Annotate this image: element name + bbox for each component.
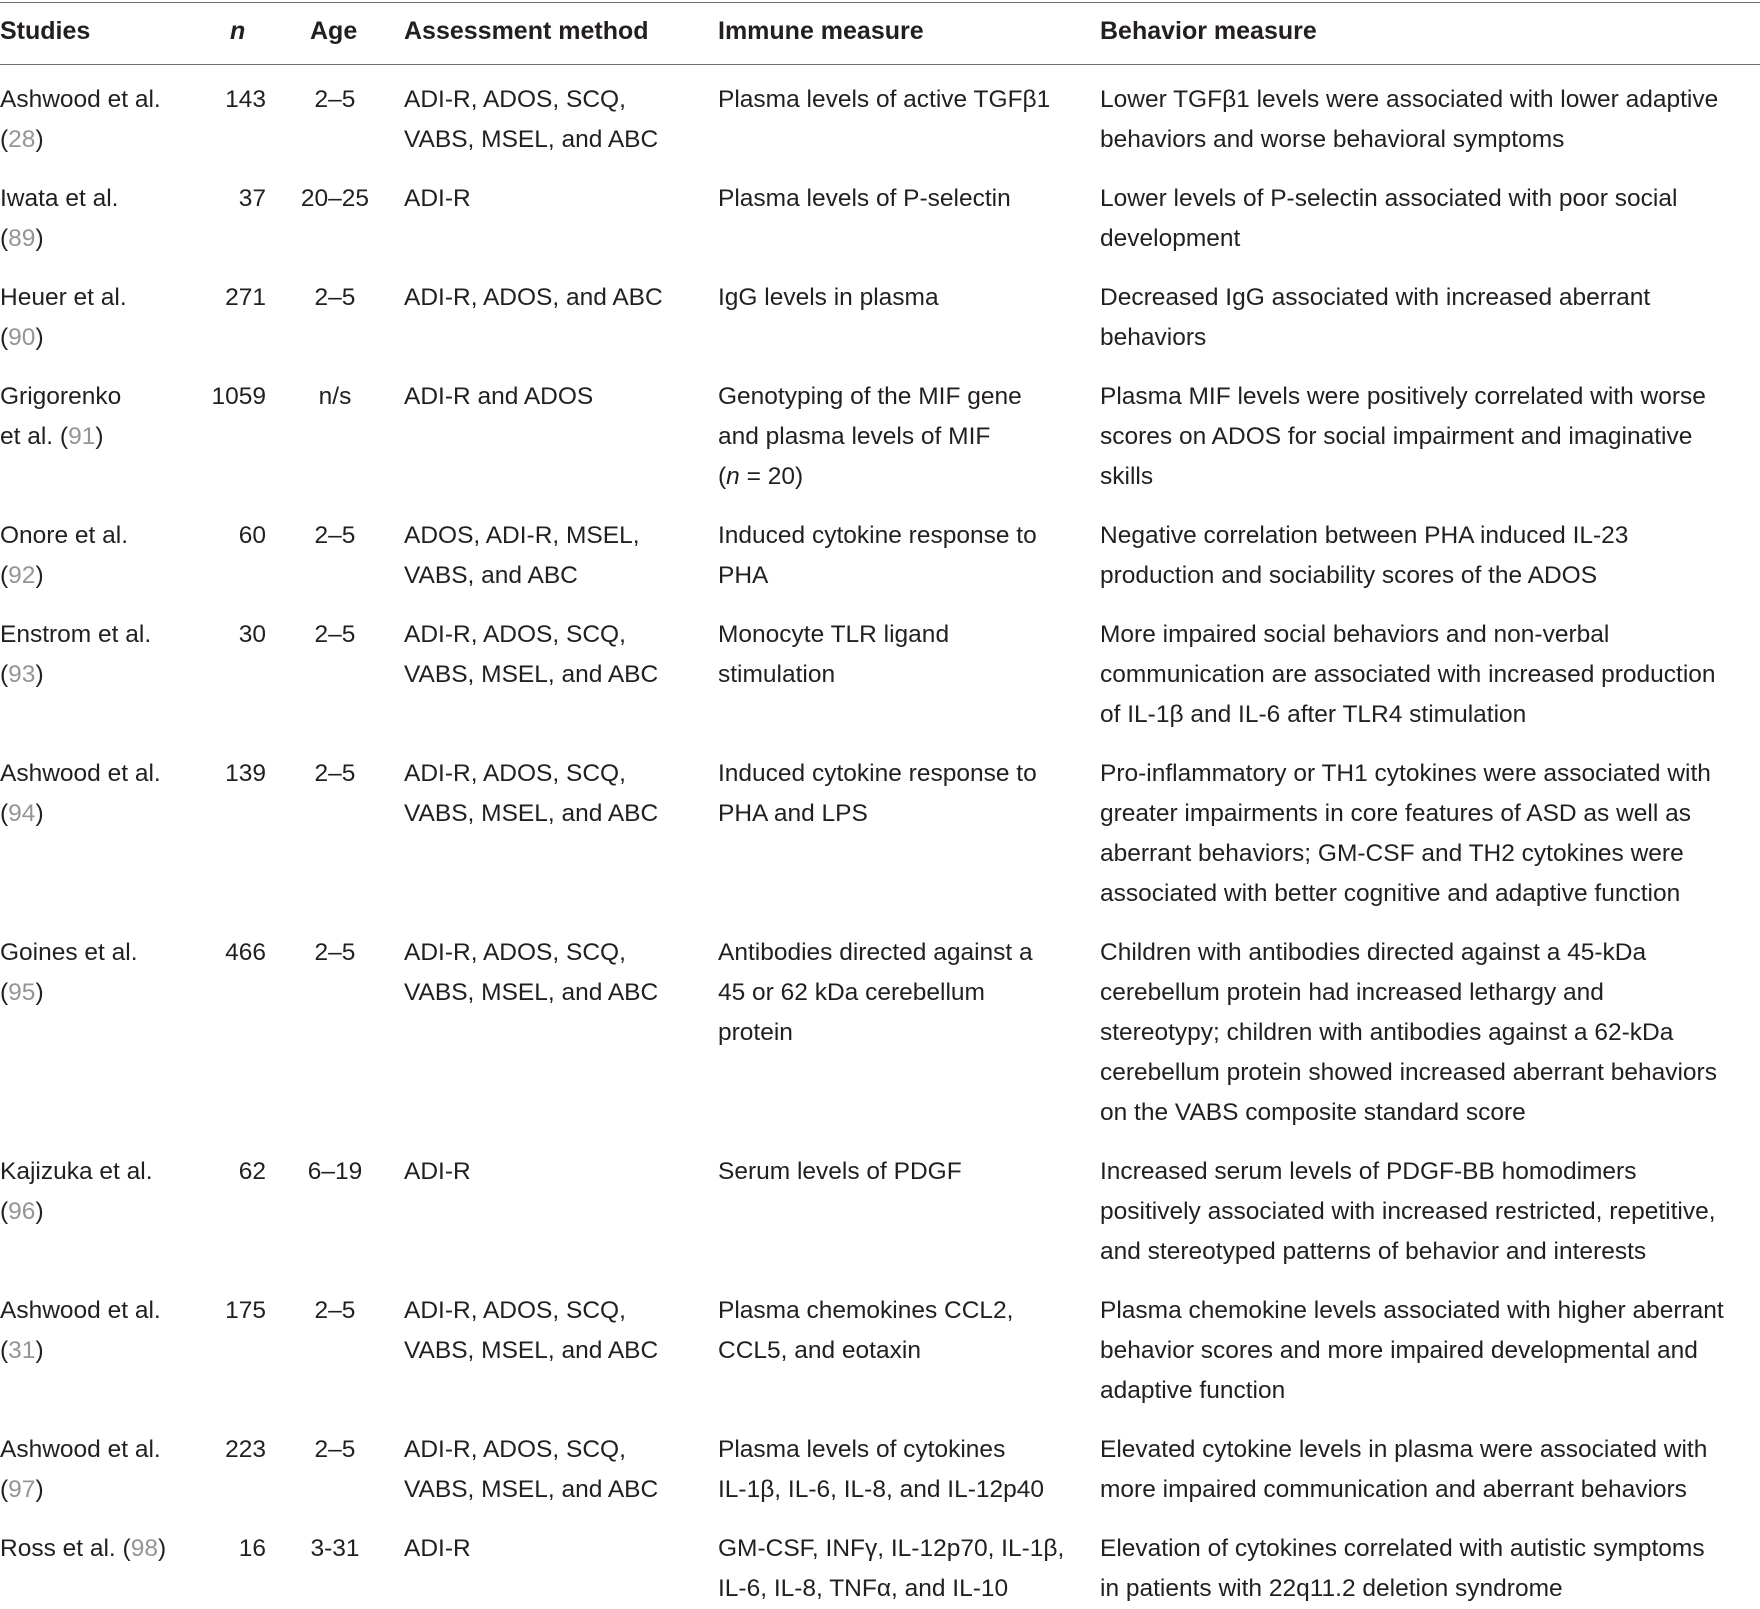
n-cell: 271	[225, 284, 266, 311]
assessment-cell: ADI-R	[404, 1535, 471, 1562]
assessment-cell: ADI-R	[404, 185, 471, 212]
behavior-cell: Elevation of cytokines correlated with autistic symptoms in patients with 22q11.2 deletion syndrome	[1100, 1535, 1705, 1602]
study-reference[interactable]: 91	[68, 423, 96, 450]
assessment-cell: ADOS, ADI-R, MSEL, VABS, and ABC	[404, 522, 640, 589]
immune-cell: GM-CSF, INFγ, IL-12p70, IL-1β, IL-6, IL-8, TNFα, and IL-10	[718, 1535, 1065, 1602]
age-cell: 3-31	[310, 1535, 360, 1562]
behavior-cell: Lower levels of P-selectin associated with poor social development	[1100, 185, 1678, 252]
n-cell: 62	[238, 1158, 266, 1185]
behavior-cell: More impaired social behaviors and non-verbal communication are associated with increased production of IL-1β and IL-6 after TLR4 stimulation	[1100, 621, 1716, 728]
immune-cell: Induced cytokine response to PHA	[718, 522, 1037, 589]
age-cell: 2–5	[314, 760, 356, 787]
header-n: n	[230, 17, 246, 45]
header-immune-measure: Immune measure	[718, 17, 924, 45]
behavior-cell: Children with antibodies directed against a 45-kDa cerebellum protein had increased lethargy and stereotypy; children with antibodies against a 62-kDa cerebellum protein showed increased aberrant behaviors on the VABS composite standard score	[1100, 939, 1717, 1126]
age-cell: 2–5	[314, 86, 356, 113]
immune-cell: Monocyte TLR ligand stimulation	[718, 621, 950, 688]
behavior-cell: Plasma chemokine levels associated with higher aberrant behavior scores and more impaired developmental and adaptive function	[1100, 1297, 1724, 1404]
immune-text: Genotyping of the MIF gene and plasma levels of MIF	[718, 383, 1022, 450]
assessment-cell: ADI-R	[404, 1158, 471, 1185]
study-reference[interactable]: 31	[8, 1337, 36, 1364]
immune-cell: Serum levels of PDGF	[718, 1158, 962, 1185]
study-name: Ross et al.	[0, 1535, 116, 1562]
study-cell: Ashwood et al. (28)	[0, 86, 161, 153]
study-cell: Kajizuka et al. (96)	[0, 1158, 153, 1225]
age-cell: 2–5	[314, 1436, 356, 1463]
age-cell: 2–5	[314, 939, 356, 966]
assessment-cell: ADI-R, ADOS, SCQ, VABS, MSEL, and ABC	[404, 621, 659, 688]
study-cell: Ross et al. (98)	[0, 1535, 167, 1562]
study-name: Ashwood et al.	[0, 1297, 161, 1324]
assessment-cell: ADI-R and ADOS	[404, 383, 594, 410]
study-name: Ashwood et al.	[0, 86, 161, 113]
n-cell: 223	[225, 1436, 266, 1463]
behavior-cell: Lower TGFβ1 levels were associated with lower adaptive behaviors and worse behavioral symptoms	[1100, 86, 1719, 153]
n-cell: 16	[238, 1535, 266, 1562]
header-studies: Studies	[0, 17, 91, 45]
age-cell: 20–25	[300, 185, 370, 212]
behavior-cell: Increased serum levels of PDGF-BB homodimers positively associated with increased restricted, repetitive, and stereotyped patterns of behavior and interests	[1100, 1158, 1716, 1265]
study-cell: Onore et al. (92)	[0, 522, 129, 589]
header-behavior-measure: Behavior measure	[1100, 17, 1317, 45]
study-reference[interactable]: 28	[8, 126, 36, 153]
behavior-cell: Plasma MIF levels were positively correlated with worse scores on ADOS for social impairment and imaginative skills	[1100, 383, 1706, 490]
assessment-cell: ADI-R, ADOS, SCQ, VABS, MSEL, and ABC	[404, 1436, 659, 1503]
assessment-cell: ADI-R, ADOS, SCQ, VABS, MSEL, and ABC	[404, 760, 659, 827]
age-cell: 2–5	[314, 522, 356, 549]
n-cell: 30	[238, 621, 266, 648]
n-cell: 60	[238, 522, 266, 549]
age-cell: n/s	[318, 383, 352, 410]
immune-cell: IgG levels in plasma	[718, 284, 939, 311]
n-cell: 143	[225, 86, 266, 113]
immune-cell: Plasma levels of active TGFβ1	[718, 86, 1051, 113]
study-cell: Grigorenko et al. (91)	[0, 383, 122, 450]
study-name: Ashwood et al.	[0, 760, 161, 787]
age-cell: 2–5	[314, 1297, 356, 1324]
immune-sample-n: n	[726, 463, 740, 490]
study-cell: Heuer et al. (90)	[0, 284, 127, 351]
study-reference[interactable]: 98	[130, 1535, 158, 1562]
study-name: Kajizuka et al.	[0, 1158, 153, 1185]
study-cell: Goines et al. (95)	[0, 939, 138, 1006]
study-reference[interactable]: 92	[8, 562, 36, 589]
immune-cell: Antibodies directed against a 45 or 62 kDa cerebellum protein	[718, 939, 1033, 1046]
study-cell: Iwata et al. (89)	[0, 185, 119, 252]
n-cell: 1059	[211, 383, 266, 410]
n-cell: 175	[225, 1297, 266, 1324]
n-cell: 37	[238, 185, 266, 212]
study-name: Enstrom et al.	[0, 621, 152, 648]
study-cell: Enstrom et al. (93)	[0, 621, 152, 688]
assessment-cell: ADI-R, ADOS, and ABC	[404, 284, 663, 311]
header-assessment-method: Assessment method	[404, 17, 649, 45]
assessment-cell: ADI-R, ADOS, SCQ, VABS, MSEL, and ABC	[404, 1297, 659, 1364]
study-name: Ashwood et al.	[0, 1436, 161, 1463]
study-name: Goines et al.	[0, 939, 138, 966]
behavior-cell: Decreased IgG associated with increased aberrant behaviors	[1100, 284, 1651, 351]
study-reference[interactable]: 89	[8, 225, 36, 252]
study-name: Grigorenko et al.	[0, 383, 122, 450]
study-reference[interactable]: 90	[8, 324, 36, 351]
age-cell: 6–19	[307, 1158, 363, 1185]
study-name: Heuer et al.	[0, 284, 127, 311]
age-cell: 2–5	[314, 284, 356, 311]
behavior-cell: Pro-inflammatory or TH1 cytokines were associated with greater impairments in core features of ASD as well as aberrant behaviors; GM-CSF and TH2 cytokines were associated with better cognitive and adaptive function	[1100, 760, 1711, 907]
n-cell: 139	[225, 760, 266, 787]
study-cell: Ashwood et al. (31)	[0, 1297, 161, 1364]
study-cell: Ashwood et al. (94)	[0, 760, 161, 827]
immune-cell: Induced cytokine response to PHA and LPS	[718, 760, 1037, 827]
table-header	[0, 0, 1760, 64]
study-reference[interactable]: 96	[8, 1198, 36, 1225]
immune-cell: Plasma chemokines CCL2, CCL5, and eotaxin	[718, 1297, 1014, 1364]
study-name: Onore et al.	[0, 522, 129, 549]
assessment-cell: ADI-R, ADOS, SCQ, VABS, MSEL, and ABC	[404, 86, 659, 153]
behavior-cell: Elevated cytokine levels in plasma were associated with more impaired communication and aberrant behaviors	[1100, 1436, 1708, 1503]
immune-cell: Plasma levels of P-selectin	[718, 185, 1011, 212]
study-reference[interactable]: 93	[8, 661, 36, 688]
study-name: Iwata et al.	[0, 185, 119, 212]
study-reference[interactable]: 95	[8, 979, 36, 1006]
n-cell: 466	[225, 939, 266, 966]
immune-cell: Plasma levels of cytokines IL-1β, IL-6, IL-8, and IL-12p40	[718, 1436, 1044, 1503]
immune-cell: Genotyping of the MIF gene and plasma levels of MIF (n = 20)	[718, 383, 1022, 490]
assessment-cell: ADI-R, ADOS, SCQ, VABS, MSEL, and ABC	[404, 939, 659, 1006]
behavior-cell: Negative correlation between PHA induced IL-23 production and sociability scores of the ADOS	[1100, 522, 1629, 589]
age-cell: 2–5	[314, 621, 356, 648]
table-header-rule	[0, 64, 1760, 65]
immune-sample-value: = 20)	[739, 463, 804, 490]
header-age: Age	[310, 17, 358, 45]
study-reference[interactable]: 94	[8, 800, 36, 827]
study-cell: Ashwood et al. (97)	[0, 1436, 161, 1503]
study-reference[interactable]: 97	[8, 1476, 36, 1503]
